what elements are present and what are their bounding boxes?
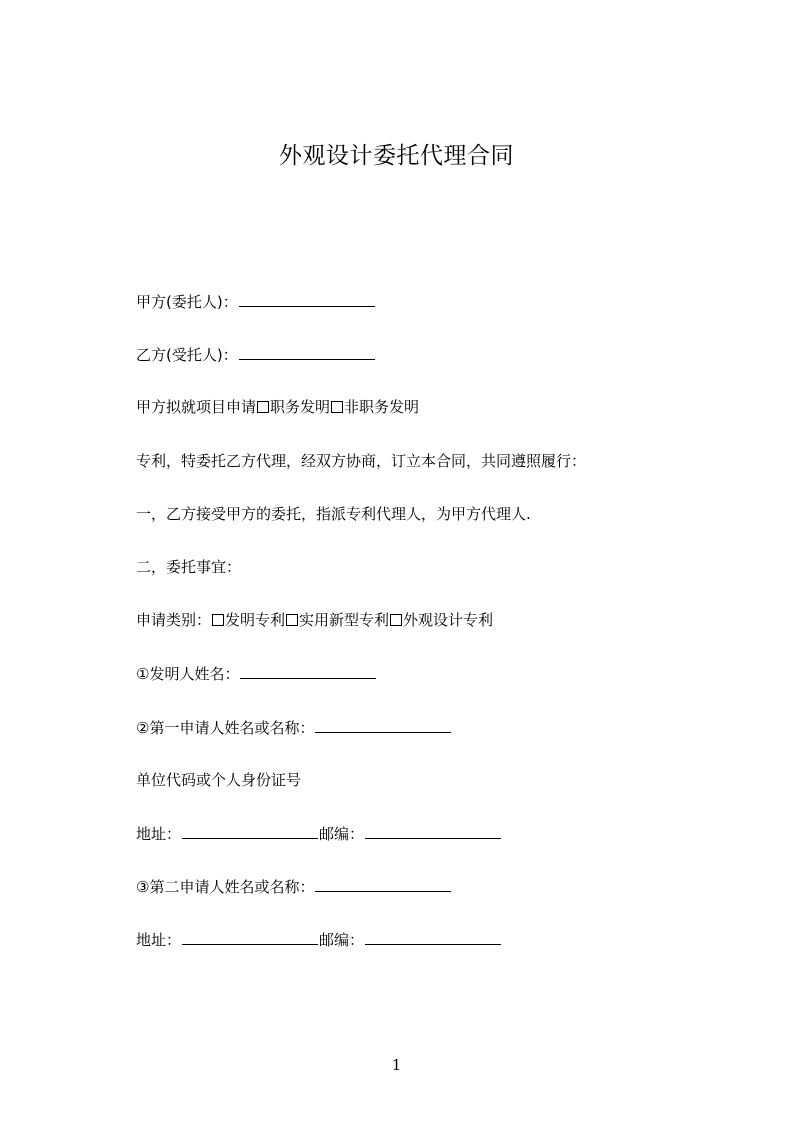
checkbox-utility-model [286, 614, 298, 626]
address-1-label: 地址： [136, 825, 182, 843]
applicant-1-line [136, 717, 452, 738]
page-number: 1 [391, 1056, 402, 1074]
party-a-line [136, 291, 376, 312]
address-1-blank [182, 823, 318, 839]
applicant-2-blank [315, 876, 451, 892]
document-title: 外观设计委托代理合同 [279, 143, 514, 169]
inventor-line [136, 663, 377, 684]
party-a-blank [239, 291, 375, 307]
option-invention-patent: 发明专利 [225, 611, 286, 629]
address-1-line [136, 823, 502, 844]
checkbox-service-invention [257, 401, 269, 413]
address-2-blank [182, 929, 318, 945]
clause-2-heading: 二，委托事宜： [136, 558, 242, 576]
zip-1-blank [365, 823, 501, 839]
party-a-label: 甲方(委托人)： [136, 293, 238, 311]
inventor-blank [240, 663, 376, 679]
applicant-2-label: ③第二申请人姓名或名称： [136, 878, 315, 896]
id-line: 单位代码或个人身份证号 [136, 771, 302, 789]
option-non-service-invention: 非职务发明 [344, 398, 420, 416]
party-b-blank [239, 344, 375, 360]
clause-1: 一，乙方接受甲方的委托，指派专利代理人，为甲方代理人. [136, 505, 531, 523]
inventor-label: ①发明人姓名： [136, 665, 240, 683]
checkbox-non-service-invention [331, 401, 343, 413]
category-label: 申请类别： [136, 611, 212, 629]
checkbox-design-patent [390, 614, 402, 626]
address-2-line [136, 929, 502, 950]
category-line [136, 610, 493, 630]
party-b-line [136, 344, 376, 365]
option-utility-model: 实用新型专利 [299, 611, 390, 629]
applicant-1-label: ②第一申请人姓名或名称： [136, 719, 315, 737]
applicant-2-line [136, 876, 452, 897]
zip-2-label: 邮编： [319, 931, 365, 949]
application-line [136, 397, 419, 417]
address-2-label: 地址： [136, 931, 182, 949]
option-service-invention: 职务发明 [270, 398, 331, 416]
applicant-1-blank [315, 717, 451, 733]
zip-2-blank [365, 929, 501, 945]
zip-1-label: 邮编： [319, 825, 365, 843]
option-design-patent: 外观设计专利 [403, 611, 494, 629]
checkbox-invention-patent [212, 614, 224, 626]
party-b-label: 乙方(受托人)： [136, 346, 238, 364]
intro-paragraph: 专利，特委托乙方代理，经双方协商，订立本合同，共同遵照履行： [136, 452, 587, 470]
application-prefix: 甲方拟就项目申请 [136, 398, 257, 416]
